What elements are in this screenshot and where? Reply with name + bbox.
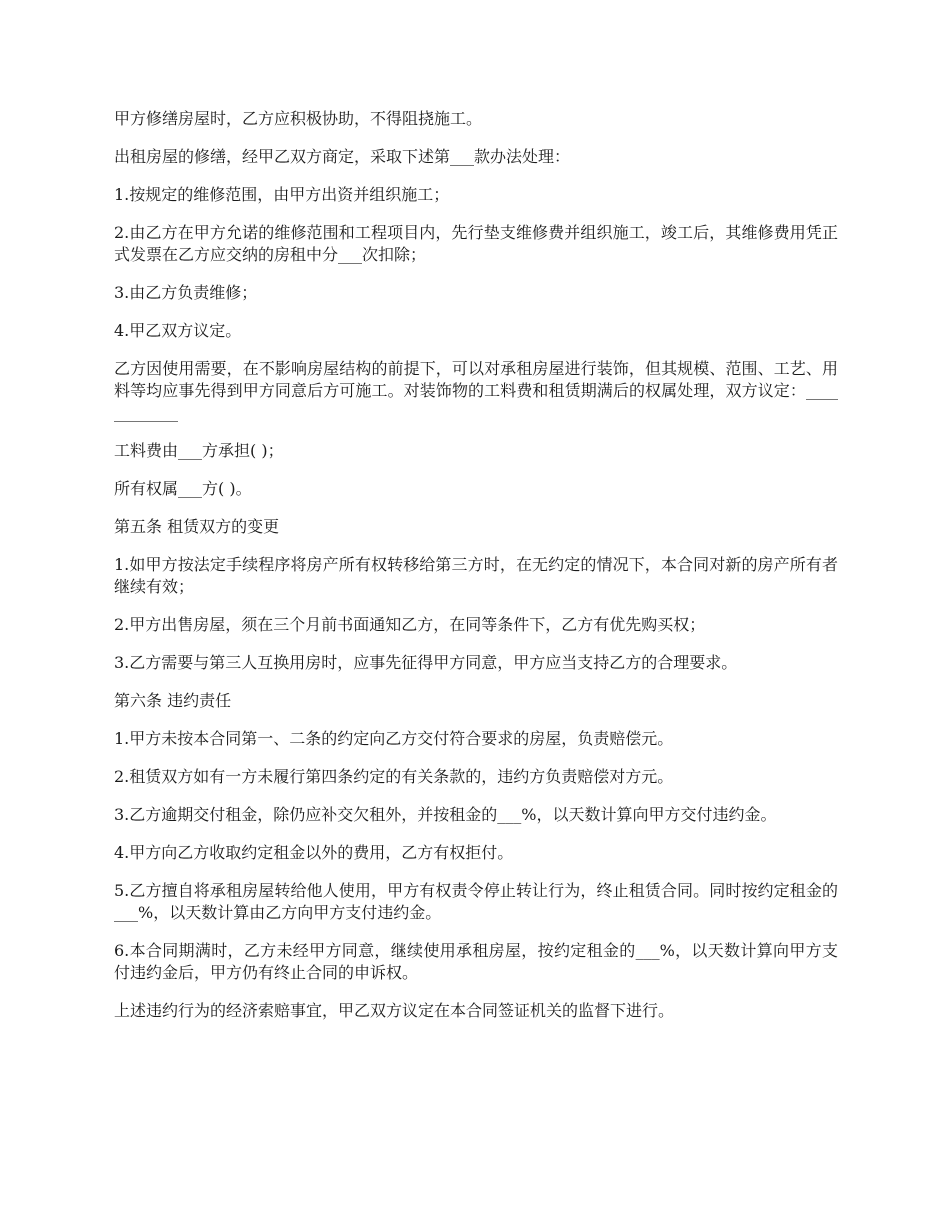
paragraph-repair-option-2: 2.由乙方在甲方允诺的维修范围和工程项目内，先行垫支维修费并组织施工，竣工后，其维修费用凭正式发票在乙方应交纳的房租中分___次扣除； — [114, 223, 838, 264]
paragraph-repair-cooperation: 甲方修缮房屋时，乙方应积极协助，不得阻挠施工。 — [114, 109, 483, 128]
paragraph-claims-supervision: 上述违约行为的经济索赔事宜，甲乙双方议定在本合同签证机关的监督下进行。 — [114, 1001, 675, 1020]
section-heading-article-5: 第五条 租赁双方的变更 — [114, 517, 280, 536]
paragraph-change-3: 3.乙方需要与第三人互换用房时，应事先征得甲方同意，甲方应当支持乙方的合理要求。 — [114, 653, 738, 672]
paragraph-repair-option-3: 3.由乙方负责维修； — [114, 283, 258, 302]
paragraph-repair-option-1: 1.按规定的维修范围，由甲方出资并组织施工； — [114, 185, 450, 204]
document-body — [114, 108, 838, 1038]
paragraph-repair-method: 出租房屋的修缮，经甲乙双方商定，采取下述第___款办法处理： — [114, 147, 571, 166]
paragraph-breach-5: 5.乙方擅自将承租房屋转给他人使用，甲方有权责令停止转让行为，终止租赁合同。同时按约定租金的___%，以天数计算由乙方向甲方支付违约金。 — [114, 881, 838, 922]
paragraph-breach-4: 4.甲方向乙方收取约定租金以外的费用，乙方有权拒付。 — [114, 843, 514, 862]
paragraph-breach-2: 2.租赁双方如有一方未履行第四条约定的有关条款的，违约方负责赔偿对方元。 — [114, 767, 674, 786]
paragraph-ownership: 所有权属___方( )。 — [114, 479, 252, 498]
paragraph-change-1: 1.如甲方按法定手续程序将房产所有权转移给第三方时，在无约定的情况下，本合同对新的房产所有者继续有效； — [114, 555, 838, 596]
paragraph-change-2: 2.甲方出售房屋，须在三个月前书面通知乙方，在同等条件下，乙方有优先购买权； — [114, 615, 706, 634]
paragraph-breach-3: 3.乙方逾期交付租金，除仍应补交欠租外，并按租金的___%，以天数计算向甲方交付违约金。 — [114, 805, 777, 824]
paragraph-breach-6: 6.本合同期满时，乙方未经甲方同意，继续使用承租房屋，按约定租金的___%，以天数计算向甲方支付违约金后，甲方仍有终止合同的申诉权。 — [114, 941, 838, 982]
paragraph-material-cost: 工料费由___方承担( )； — [114, 441, 284, 460]
paragraph-breach-1: 1.甲方未按本合同第一、二条的约定向乙方交付符合要求的房屋，负责赔偿元。 — [114, 729, 674, 748]
paragraph-repair-option-4: 4.甲乙双方议定。 — [114, 321, 242, 340]
paragraph-decoration: 乙方因使用需要，在不影响房屋结构的前提下，可以对承租房屋进行装饰，但其规模、范围、工艺、用料等均应事先得到甲方同意后方可施工。对装饰物的工料费和租赁期满后的权属处理，双方议定：____________ — [114, 359, 838, 422]
section-heading-article-6: 第六条 违约责任 — [114, 691, 232, 710]
